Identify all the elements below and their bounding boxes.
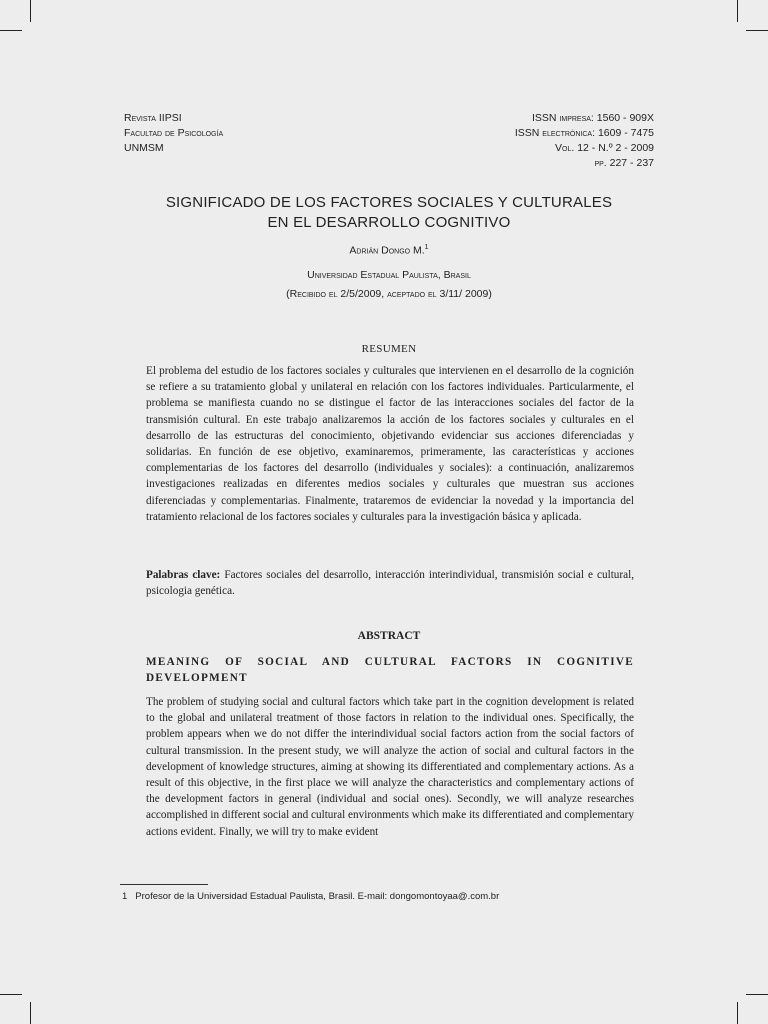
author-footnote-ref: 1 [424,244,429,251]
journal-name: Revista IIPSI [124,112,182,124]
crop-mark [746,30,768,31]
keywords [146,567,634,599]
pages [515,156,654,171]
issn-block [515,111,654,171]
issn-print-value: 1560 - 909X [596,112,654,124]
volume [515,141,654,156]
abstract-text: The problem of studying social and cultural factors which take part in the cognition development is related to the global and unilateral treatment of those factors in relation to the individual ones. Specifically, the problem appears when we do not differ the interindividual social factors action from the social factors of cultural transmission. In the present study, we will analyze the action of social and cultural factors in the development of knowledge structures, aiming at showing its differentiated and complementary actions. As a result of this objective, in the first place we will analyze the characteristics and complementary actions of the development factors in general (individual and social ones). Secondly, we will analyze researches accomplished in different social and cultural environments which make its differentiated and complementary actions evident. Finally, we will try to make evident [146,696,634,838]
volume-value: 12 - N.º 2 - 2009 [577,142,654,154]
keywords-text: Factores sociales del desarrollo, interacción interindividual, transmisión social e cultural, psicologia genética. [146,569,634,598]
author-line [120,244,658,257]
footnote-text: Profesor de la Universidad Estadual Paulista, Brasil. E-mail: dongomontoyaa@.com.br [135,891,500,902]
crop-mark [737,1002,738,1024]
title-line: SIGNIFICADO DE LOS FACTORES SOCIALES Y CULTURALES [165,194,613,211]
article-title [120,193,658,233]
crop-mark [30,1002,31,1024]
crop-mark [0,30,22,31]
issn-elec-label: ISSN electrónica: [514,127,596,139]
footnote-number: 1 [122,891,128,902]
crop-mark [737,0,738,22]
journal-header [124,111,223,156]
issn-print [515,111,654,126]
affiliation: Universidad Estadual Paulista, Brasil [307,269,471,281]
received-dates: (Recibido el 2/5/2009, aceptado el 3/11/ 2009) [286,288,492,300]
pages-label: pp. [594,157,607,169]
keywords-label: Palabras clave: [146,569,221,581]
issn-electronic [515,126,654,141]
crop-mark [0,994,22,995]
abstract-title: MEANING OF SOCIAL AND CULTURAL FACTORS IN COGNITIVE DEVELOPMENT [146,656,634,684]
issn-elec-value: 1609 - 7475 [597,127,654,139]
resumen-heading: RESUMEN [361,343,417,355]
footnote-rule [120,884,208,885]
faculty-name: Facultad de Psicología [124,127,224,139]
issn-print-label: ISSN impresa: [532,112,594,124]
title-line: EN EL DESARROLLO COGNITIVO [267,214,511,231]
university-name: UNMSM [124,142,164,154]
author-name: Adrián Dongo M. [349,244,425,257]
abstract-heading: ABSTRACT [357,630,421,642]
crop-mark [746,994,768,995]
footnote [122,891,499,902]
crop-mark [30,0,31,22]
volume-label: Vol. [555,142,575,154]
resumen-text: El problema del estudio de los factores sociales y culturales que intervienen en el desarrollo de la cognición se refiere a su tratamiento global y unilateral en relación con los factores individuales. Particularmente, el problema se manifiesta cuando no se distingue el factor de las interacciones sociales del factor de la transmisión cultural. En este trabajo analizaremos la acción de los factores sociales y culturales en el desarrollo de las estructuras del conocimiento, objetivando evidenciar sus acciones diferenciadas y solidarias. En función de ese objetivo, examinaremos, primeramente, las características y acciones complementarias de los factores del desarrollo (individuales y sociales): a continuación, analizaremos investigaciones realizadas en diferentes medios sociales y culturales que muestran sus acciones diferenciadas y complementarias. Finalmente, trataremos de evidenciar la novedad y la importancia del tratamiento relacional de los factores sociales y culturales para la investigación básica y aplicada. [146,365,634,523]
pages-value: 227 - 237 [609,157,654,169]
